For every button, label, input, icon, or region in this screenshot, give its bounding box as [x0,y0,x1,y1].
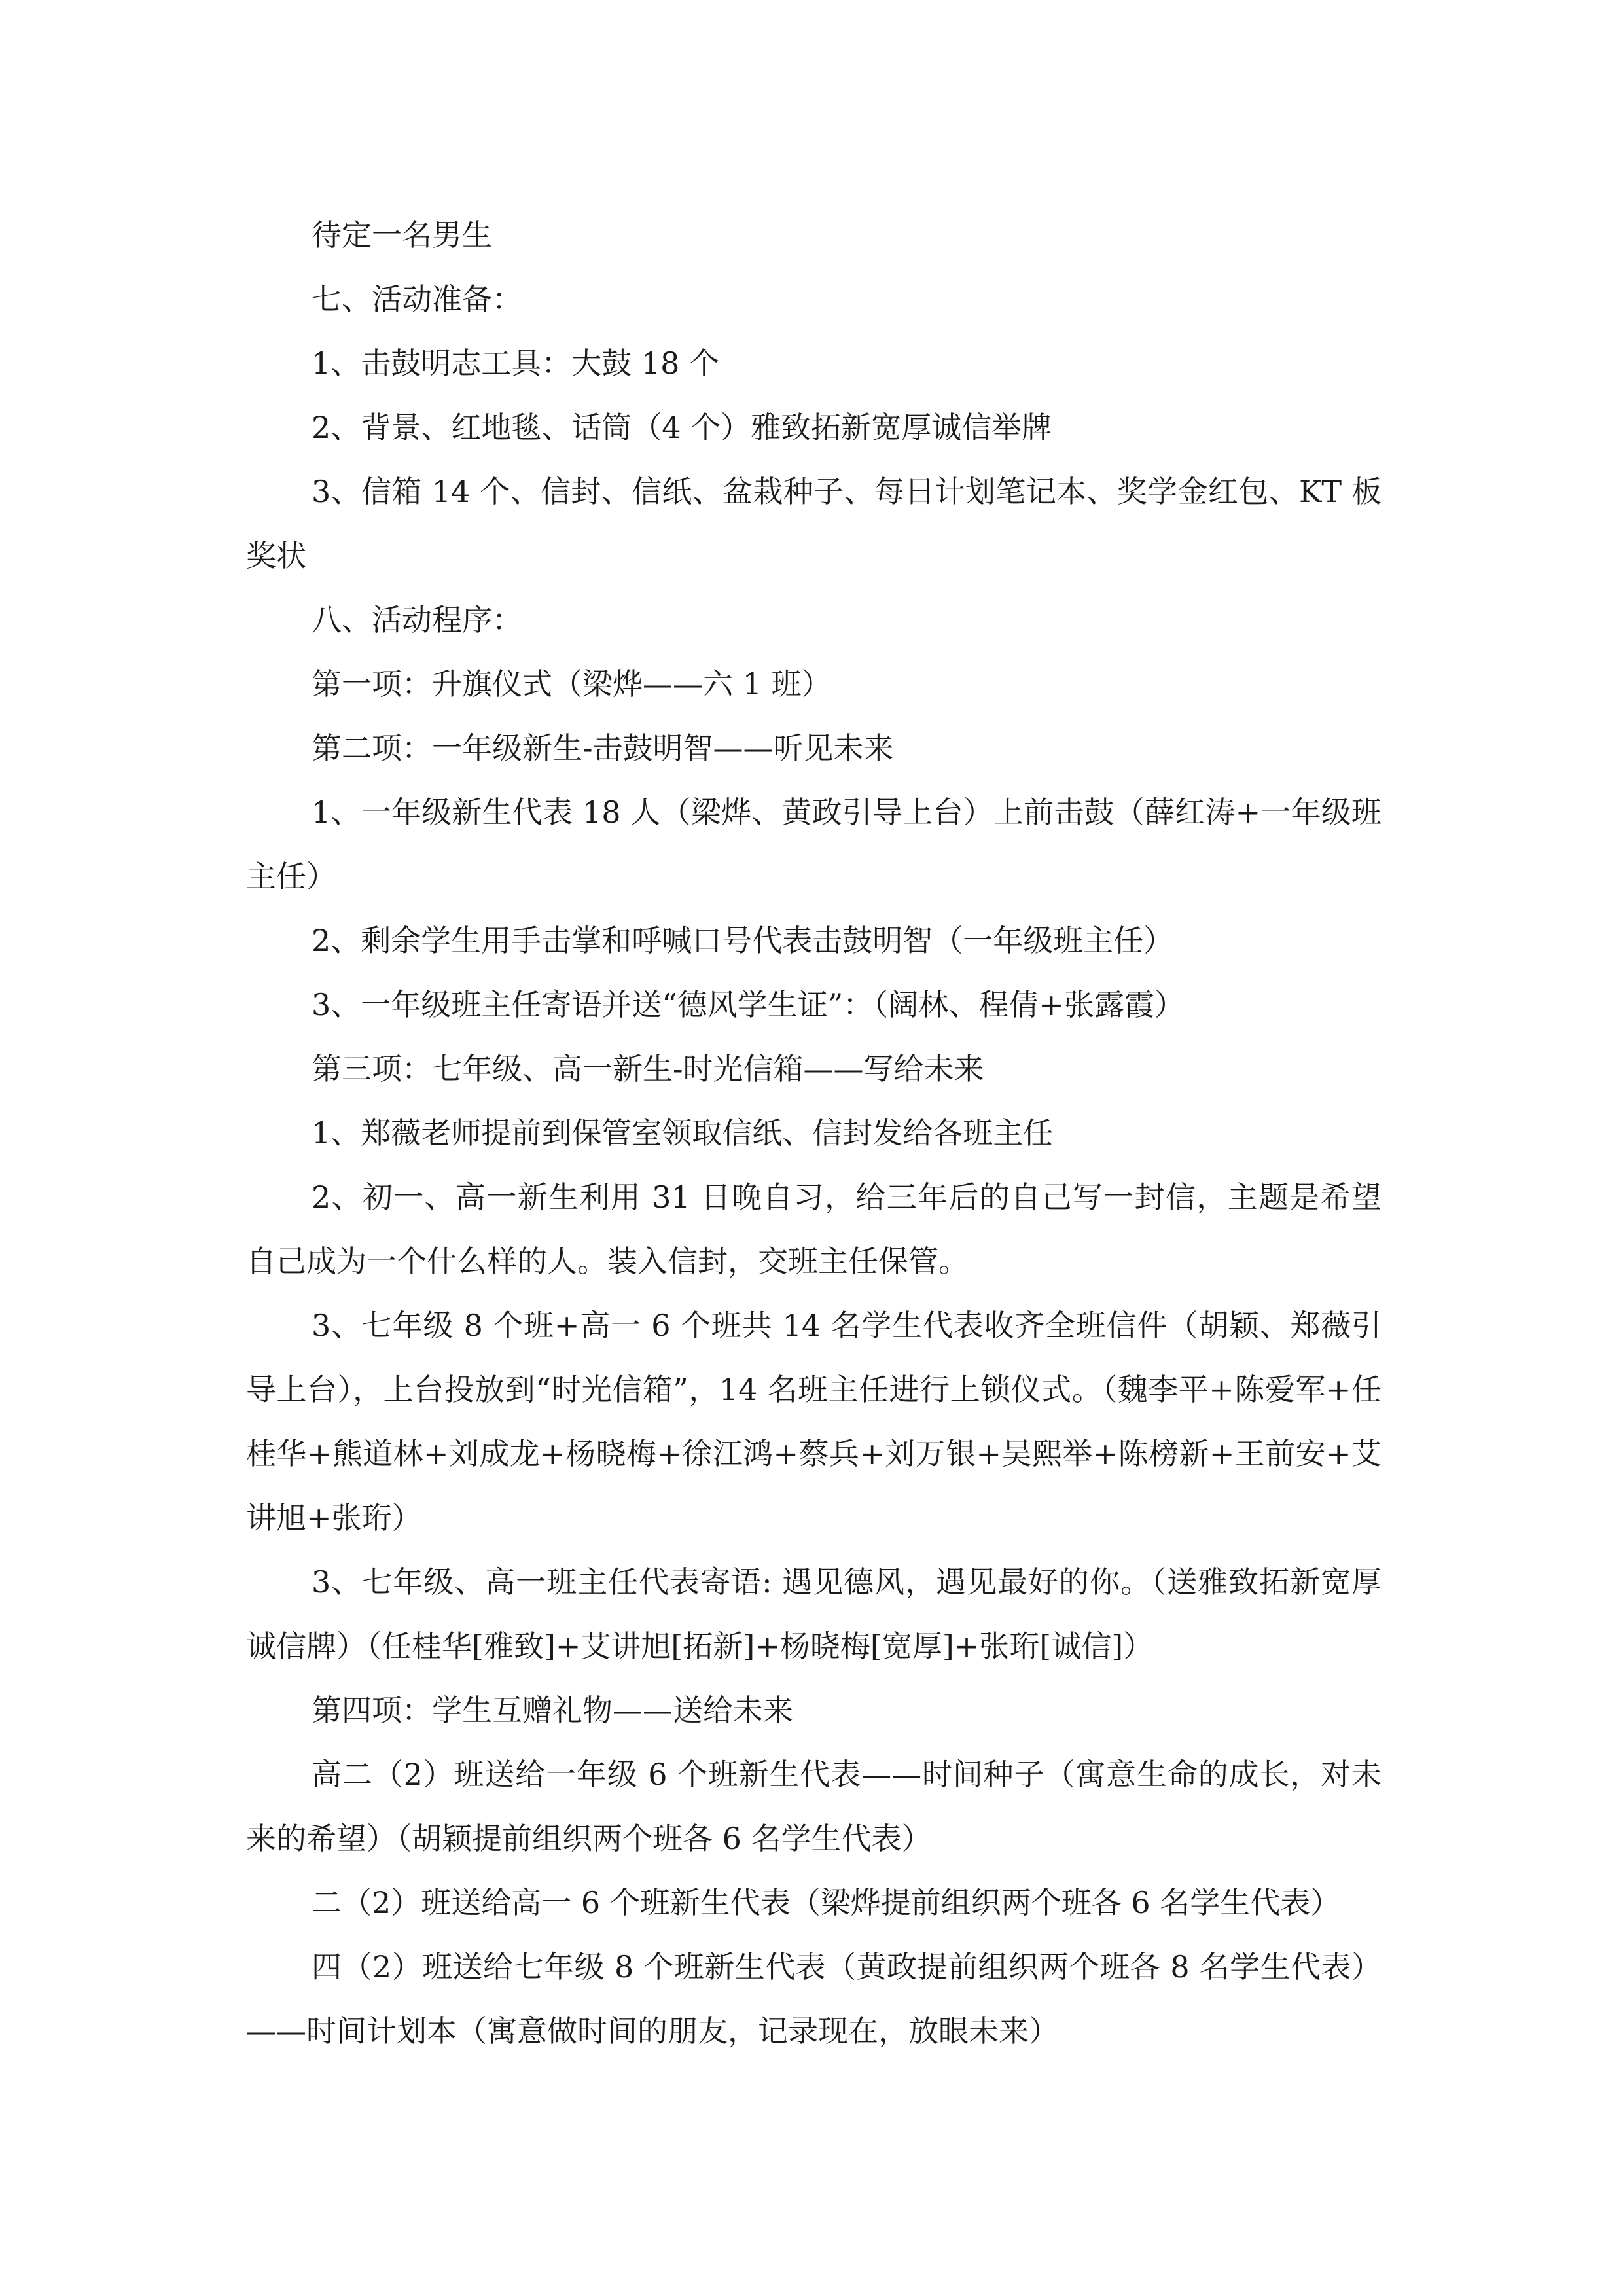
paragraph-prep-mailboxes: 3、信箱 14 个、信封、信纸、盆栽种子、每日计划笔记本、奖学金红包、KT 板奖状 [246,474,1382,573]
program-item-3: 第三项：七年级、高一新生-时光信箱——写给未来 [312,1051,984,1086]
program-item-3-step-4: 3、七年级、高一班主任代表寄语: 遇见德风，遇见最好的你。（送雅致拓新宽厚诚信牌）（任桂华[雅致]+艾讲旭[拓新]+杨晓梅[宽厚]+张珩[诚信]） [246,1564,1382,1664]
program-item-1: 第一项：升旗仪式（梁烨——六 1 班） [312,666,832,702]
program-item-3-step-2: 2、初一、高一新生利用 31 日晚自习，给三年后的自己写一封信，主题是希望自己成为一个什么样的人。装入信封，交班主任保管。 [246,1179,1382,1279]
program-item-4-gift-2: 二（2）班送给高一 6 个班新生代表（梁烨提前组织两个班各 6 名学生代表） [312,1885,1341,1920]
program-item-4-gift-3: 四（2）班送给七年级 8 个班新生代表（黄政提前组织两个班各 8 名学生代表）——时间计划本（寓意做时间的朋友，记录现在，放眼未来） [246,1949,1382,2049]
program-item-2: 第二项：一年级新生-击鼓明智——听见未来 [312,730,894,766]
program-item-3-step-1: 1、郑薇老师提前到保管室领取信纸、信封发给各班主任 [312,1115,1054,1151]
program-item-4-gift-1: 高二（2）班送给一年级 6 个班新生代表——时间种子（寓意生命的成长，对未来的希望）（胡颖提前组织两个班各 6 名学生代表） [246,1757,1382,1856]
paragraph-pending-boy: 待定一名男生 [312,217,492,253]
section-heading-preparation: 七、活动准备： [312,281,522,317]
paragraph-prep-drums: 1、击鼓明志工具：大鼓 18 个 [312,346,720,381]
program-item-4: 第四项：学生互赠礼物——送给未来 [312,1693,793,1728]
program-item-3-step-3: 3、七年级 8 个班+高一 6 个班共 14 名学生代表收齐全班信件（胡颖、郑薇引导上台），上台投放到“时光信箱”，14 名班主任进行上锁仪式。（魏李平+陈爱军+任桂华+熊道林+刘成龙+杨晓梅+徐江鸿+蔡兵+刘万银+吴熙举+陈榜新+王前安+艾讲旭+张珩） [246,1308,1382,1535]
program-item-2-step-2: 2、剩余学生用手击掌和呼喊口号代表击鼓明智（一年级班主任） [312,923,1174,958]
program-item-2-step-3: 3、一年级班主任寄语并送“德风学生证”：（阔林、程倩+张露霞） [312,987,1185,1022]
program-item-2-step-1: 1、一年级新生代表 18 人（梁烨、黄政引导上台）上前击鼓（薛红涛+一年级班主任） [246,795,1382,894]
document-body [246,203,1382,2063]
section-heading-program: 八、活动程序： [312,602,522,637]
paragraph-prep-backdrop: 2、背景、红地毯、话筒（4 个）雅致拓新宽厚诚信举牌 [312,410,1052,445]
